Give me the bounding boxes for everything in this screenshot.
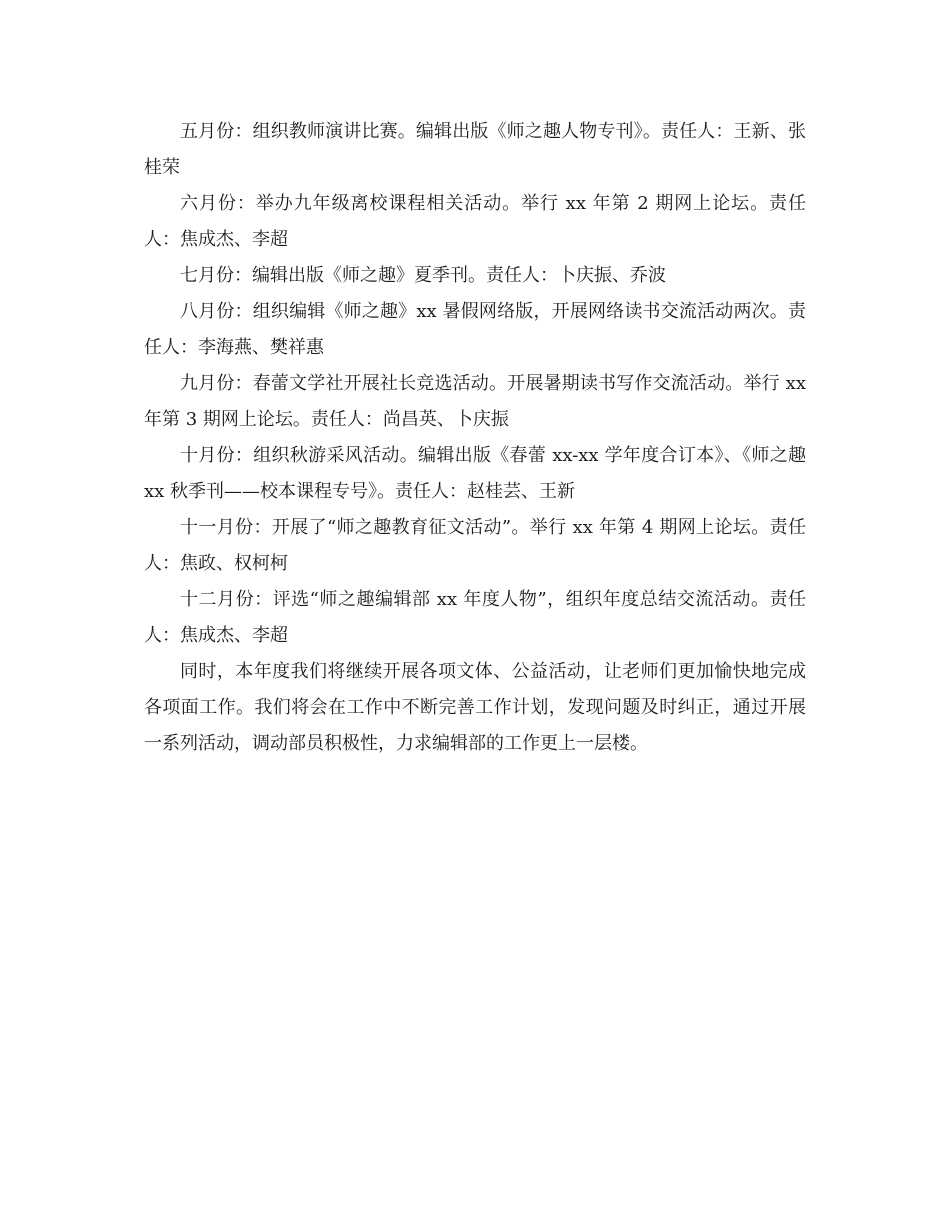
paragraph-december: 十二月份：评选“师之趣编辑部 xx 年度人物”，组织年度总结交流活动。责任人：焦成杰、李超 <box>144 589 806 646</box>
paragraph-may: 五月份：组织教师演讲比赛。编辑出版《师之趣人物专刊》。责任人：王新、张桂荣 <box>144 121 806 178</box>
paragraph-september: 九月份：春蕾文学社开展社长竞选活动。开展暑期读书写作交流活动。举行 xx 年第 3 期网上论坛。责任人：尚昌英、卜庆振 <box>144 373 806 430</box>
paragraph-june: 六月份：举办九年级离校课程相关活动。举行 xx 年第 2 期网上论坛。责任人：焦成杰、李超 <box>144 193 806 250</box>
document-body <box>144 114 806 762</box>
paragraph-summary: 同时，本年度我们将继续开展各项文体、公益活动，让老师们更加愉快地完成各项面工作。我们将会在工作中不断完善工作计划，发现问题及时纠正，通过开展一系列活动，调动部员积极性，力求编辑部的工作更上一层楼。 <box>144 661 806 754</box>
paragraph-july: 七月份：编辑出版《师之趣》夏季刊。责任人：卜庆振、乔波 <box>180 265 666 286</box>
paragraph-august: 八月份：组织编辑《师之趣》xx 暑假网络版，开展网络读书交流活动两次。责任人：李海燕、樊祥惠 <box>144 301 806 358</box>
paragraph-november: 十一月份：开展了“师之趣教育征文活动”。举行 xx 年第 4 期网上论坛。责任人：焦政、权柯柯 <box>144 517 806 574</box>
paragraph-october: 十月份：组织秋游采风活动。编辑出版《春蕾 xx-xx 学年度合订本》、《师之趣 xx 秋季刊——校本课程专号》。责任人：赵桂芸、王新 <box>144 445 806 502</box>
